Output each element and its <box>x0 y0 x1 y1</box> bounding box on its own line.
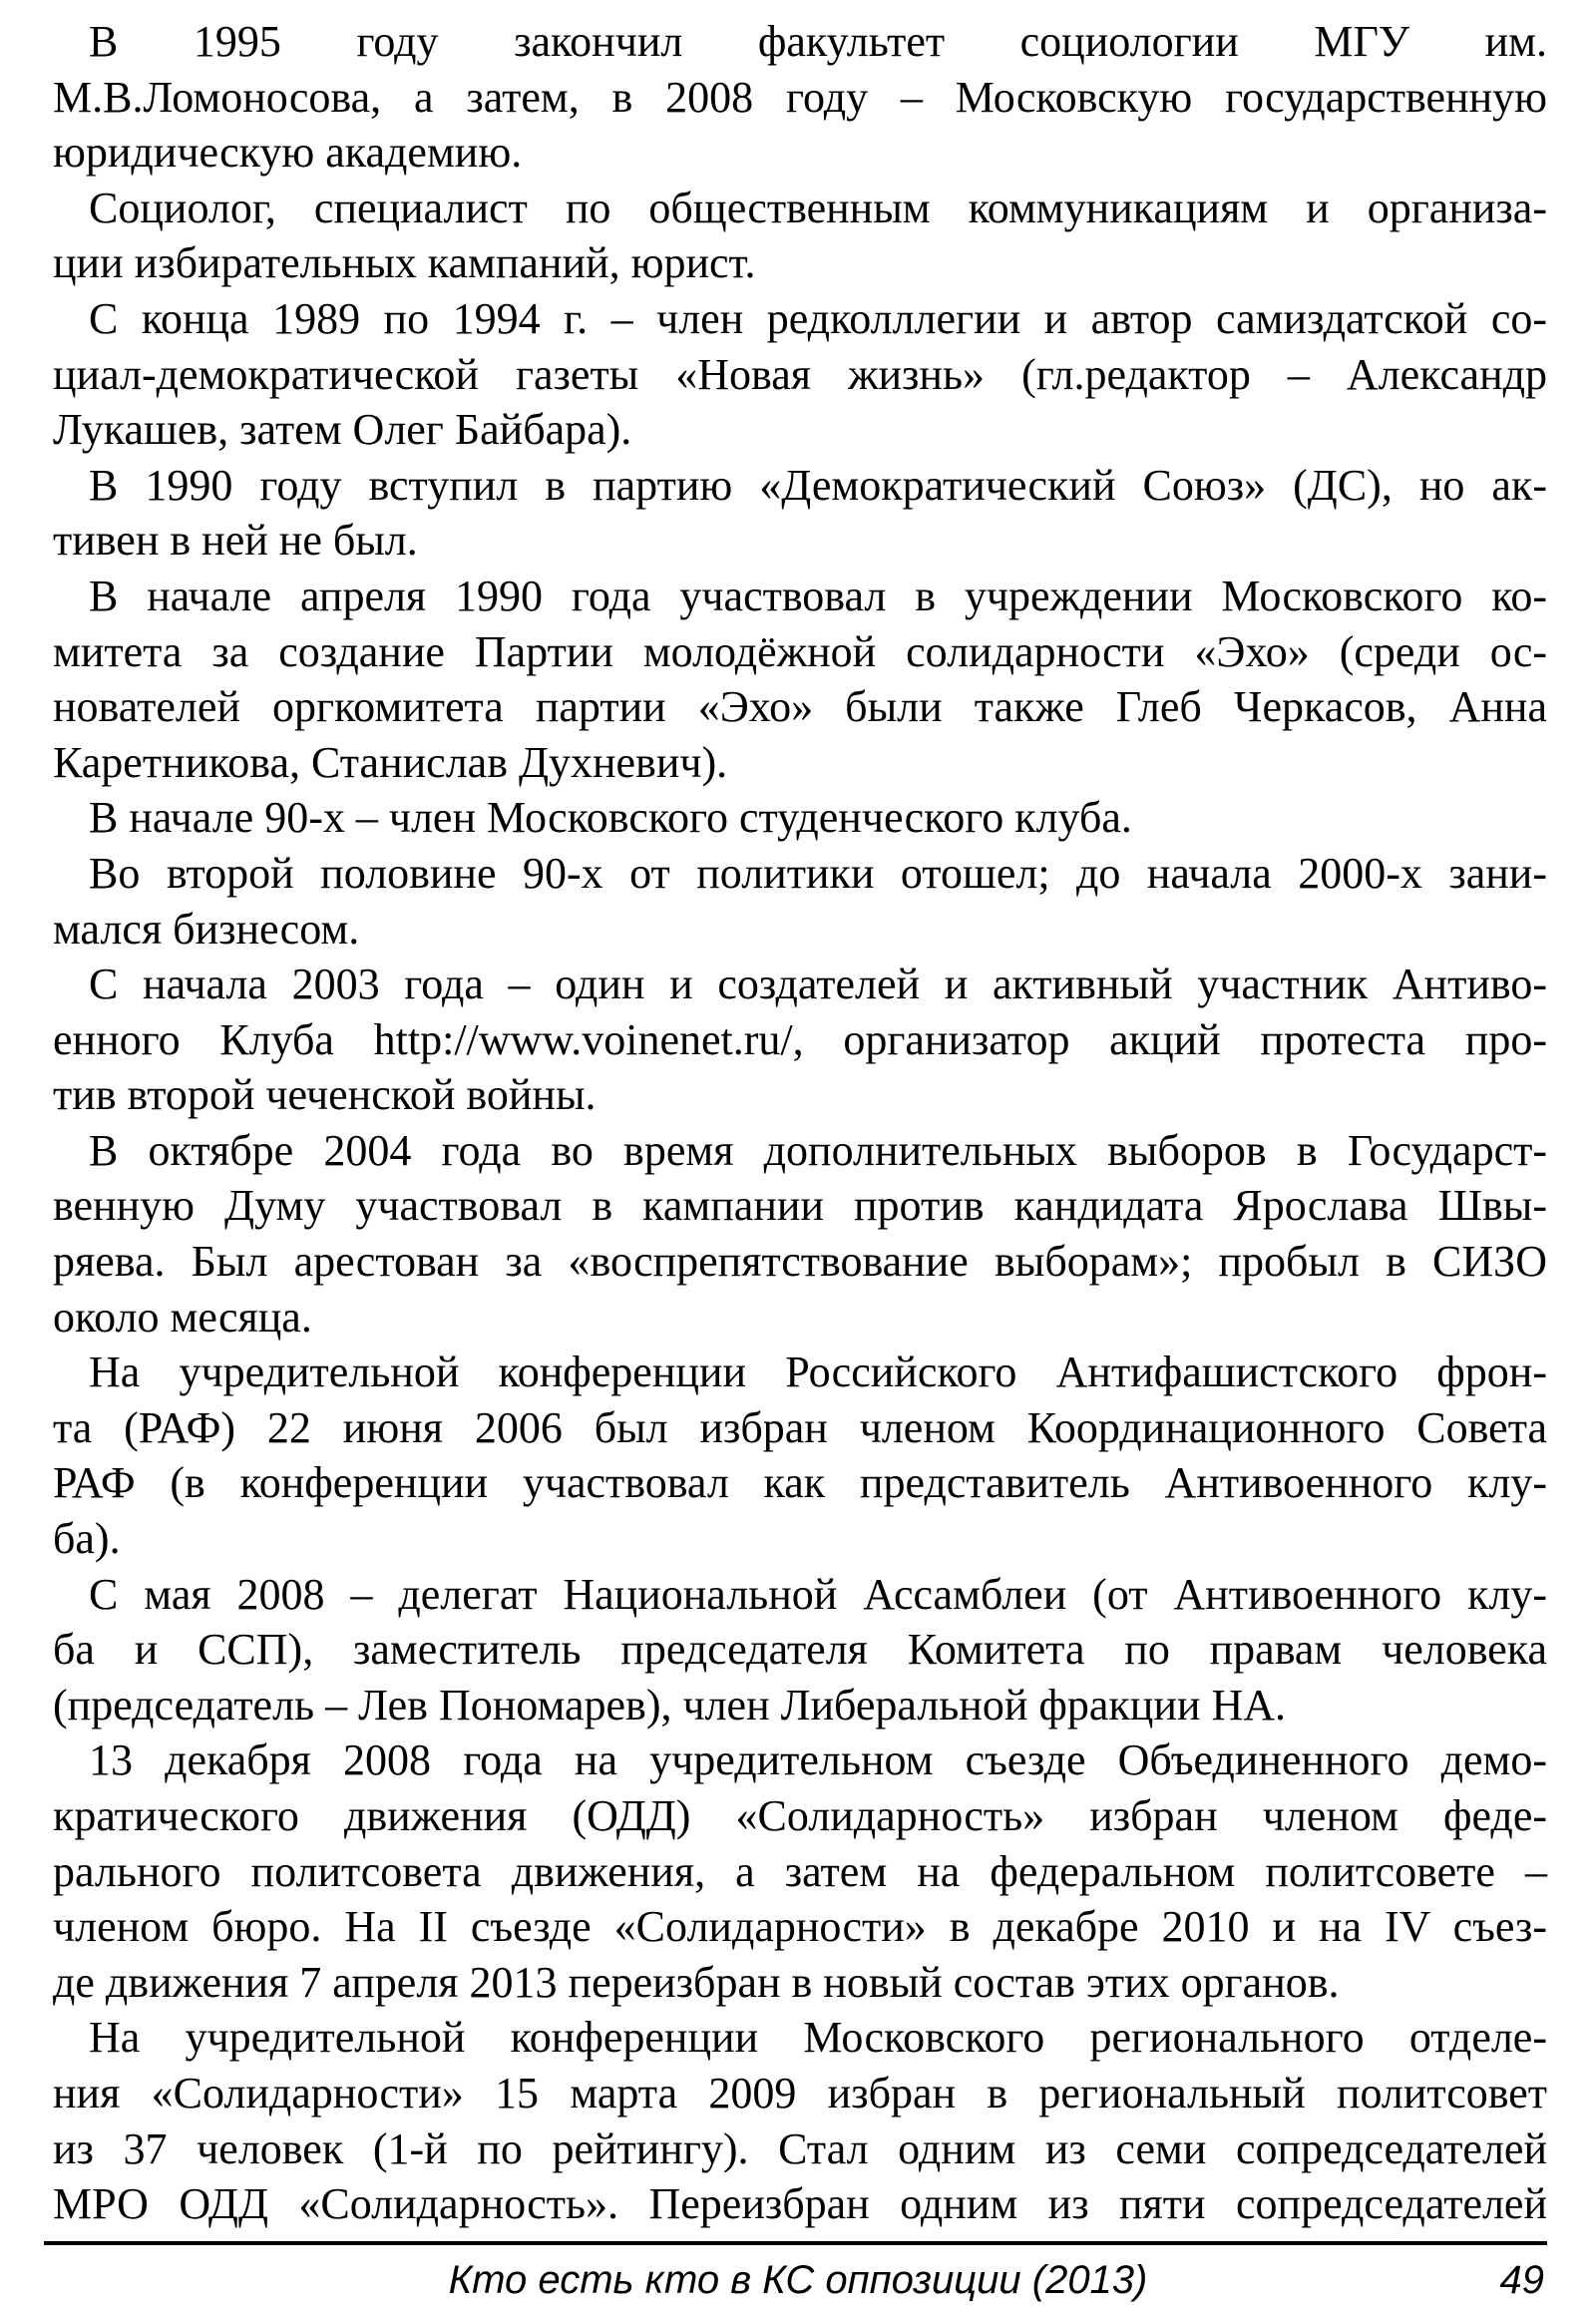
text-line: В начале апреля 1990 года участвовал в учреждении Московского ко- <box>89 571 1547 620</box>
text-line: С начала 2003 года – один и создателей и активный участник Антиво- <box>89 960 1547 1009</box>
text-line: та (РАФ) 22 июня 2006 был избран членом Координационного Совета <box>53 1402 1547 1452</box>
text-line: Во второй половине 90-х от политики отошел; до начала 2000-х зани- <box>89 848 1547 898</box>
text-line: В 1995 году закончил факультет социологии МГУ им. <box>89 17 1547 66</box>
text-line: венную Думу участвовал в кампании против кандидата Ярослава Швы- <box>53 1181 1547 1231</box>
paragraph <box>53 458 1547 569</box>
text-line: В 1990 году вступил в партию «Демократический Союз» (ДС), но ак- <box>89 460 1547 510</box>
text-line: (председатель – Лев Пономарев), член Либеральной фракции НА. <box>53 1680 1286 1730</box>
paragraph <box>53 1732 1547 2010</box>
running-footer-title <box>0 2258 1596 2303</box>
text-line: юридическую академию. <box>53 128 523 178</box>
footer-divider <box>44 2241 1547 2245</box>
paragraph <box>53 957 1547 1123</box>
text-line: тивен в ней не был. <box>53 516 418 566</box>
paragraph <box>53 846 1547 957</box>
text-line: кратического движения (ОДД) «Солидарность» избран членом феде- <box>53 1791 1547 1840</box>
text-line: из 37 человек (1-й по рейтингу). Стал одним из семи сопредседателей <box>53 2123 1547 2173</box>
text-line: РАФ (в конференции участвовал как представитель Антивоенного клу- <box>53 1458 1547 1508</box>
text-line: 13 декабря 2008 года на учредительном съезде Объединенного демо- <box>89 1735 1547 1785</box>
text-line: членом бюро. На II съезде «Солидарности» в декабре 2010 и на IV съез- <box>53 1902 1547 1952</box>
text-line: ба и ССП), заместитель председателя Комитета по правам человека <box>53 1625 1547 1675</box>
text-line: МРО ОДД «Солидарность». Переизбран одним из пяти сопредседателей <box>53 2179 1547 2229</box>
text-line: циал-демократической газеты «Новая жизнь» (гл.редактор – Александр <box>53 349 1547 399</box>
body-text <box>53 14 1547 2232</box>
text-line: Лукашев, затем Олег Байбара). <box>53 405 632 455</box>
text-line: около месяца. <box>53 1292 312 1342</box>
paragraph <box>53 1567 1547 1733</box>
text-line: В начале 90-х – член Московского студенческого клуба. <box>89 793 1132 843</box>
text-line: мался бизнесом. <box>53 904 360 954</box>
text-line: ции избирательных кампаний, юрист. <box>53 238 756 288</box>
text-line: Каретникова, Станислав Духневич). <box>53 737 728 787</box>
paragraph <box>53 2010 1547 2231</box>
paragraph <box>53 790 1547 846</box>
text-line: енного Клуба http://www.voinenet.ru/, организатор акций протеста про- <box>53 1014 1547 1064</box>
text-line: ряева. Был арестован за «воспрепятствование выборам»; пробыл в СИЗО <box>53 1237 1547 1287</box>
text-line: На учредительной конференции Российского Антифашистского фрон- <box>89 1347 1547 1397</box>
footer-title-text: Кто есть кто в КС оппозиции (2013) <box>448 2258 1148 2302</box>
text-line: Социолог, специалист по общественным коммуникациям и организа- <box>89 183 1547 232</box>
text-line: В октябре 2004 года во время дополнительных выборов в Государст- <box>89 1125 1547 1175</box>
text-line: тив второй чеченской войны. <box>53 1070 597 1120</box>
text-line: На учредительной конференции Московского регионального отделе- <box>89 2013 1547 2063</box>
text-line: С конца 1989 по 1994 г. – член редколллегии и автор самиздатской со- <box>89 293 1547 343</box>
paragraph <box>53 1123 1547 1345</box>
text-line: митета за создание Партии молодёжной солидарности «Эхо» (среди ос- <box>53 626 1547 676</box>
paragraph <box>53 14 1547 181</box>
text-line: ния «Солидарности» 15 марта 2009 избран в региональный политсовет <box>53 2068 1547 2117</box>
paragraph <box>53 291 1547 458</box>
paragraph <box>53 181 1547 291</box>
page-number: 49 <box>1499 2258 1544 2302</box>
text-line: нователей оргкомитета партии «Эхо» были также Глеб Черкасов, Анна <box>53 682 1547 732</box>
text-line: рального политсовета движения, а затем на федеральном политсовете – <box>53 1846 1547 1896</box>
paragraph <box>53 1345 1547 1566</box>
text-line: де движения 7 апреля 2013 переизбран в новый состав этих органов. <box>53 1957 1340 2007</box>
paragraph <box>53 569 1547 790</box>
text-line: ба). <box>53 1514 121 1564</box>
text-line: М.В.Ломоносова, а затем, в 2008 году – Московскую государственную <box>53 72 1547 122</box>
text-line: С мая 2008 – делегат Национальной Ассамблеи (от Антивоенного клу- <box>89 1569 1547 1619</box>
